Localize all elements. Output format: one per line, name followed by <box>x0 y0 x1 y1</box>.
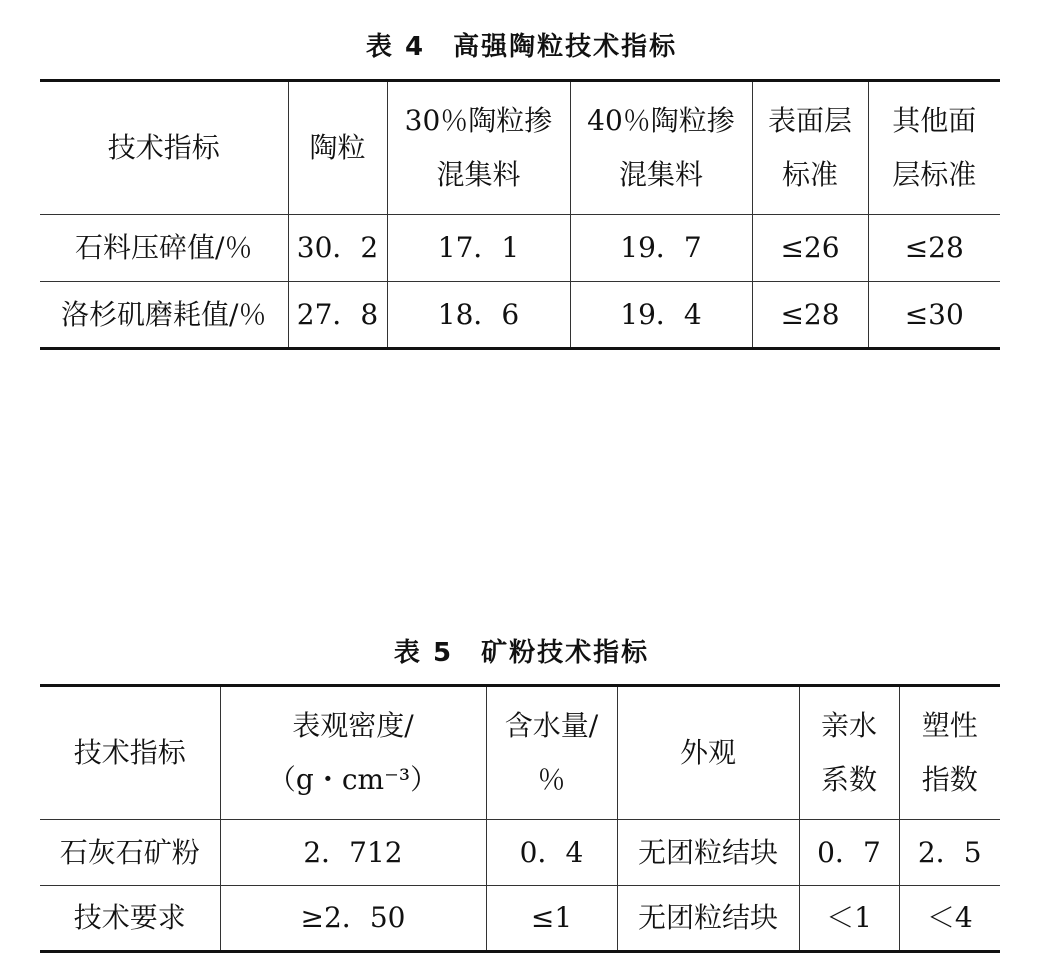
table4-header-cell: 30％陶粒掺 混集料 <box>387 81 570 215</box>
table4-cell: 18．6 <box>387 282 570 349</box>
table5-cell: ≤1 <box>486 886 617 952</box>
table5-header-cell: 塑性 指数 <box>899 686 1000 820</box>
table4-cell: 19．7 <box>570 215 752 282</box>
table5-header-cell: 技术指标 <box>40 686 220 820</box>
table5-cell: 技术要求 <box>40 886 220 952</box>
table5-header-cell: 外观 <box>617 686 799 820</box>
table4-cell: ≤30 <box>868 282 1000 349</box>
table5-header-cell: 表观密度/ （g・cm⁻³） <box>220 686 486 820</box>
table-row <box>40 282 1000 349</box>
table5 <box>40 684 1000 953</box>
table4-cell: 石料压碎值/％ <box>40 215 288 282</box>
table5-header-row <box>40 686 1000 820</box>
table5-cell: 2．712 <box>220 820 486 886</box>
table5-header-cell: 含水量/ ％ <box>486 686 617 820</box>
table4-cell: 洛杉矶磨耗值/％ <box>40 282 288 349</box>
table4-cell: 19．4 <box>570 282 752 349</box>
table5-cell: 0．4 <box>486 820 617 886</box>
table4-header-cell: 表面层 标准 <box>752 81 868 215</box>
table5-caption: 表 5 矿粉技术指标 <box>393 638 650 668</box>
table-row <box>40 886 1000 952</box>
table4-header-cell: 技术指标 <box>40 81 288 215</box>
table4-cell: ≤26 <box>752 215 868 282</box>
table5-cell: ＜4 <box>899 886 1000 952</box>
table5-cell: 0．7 <box>799 820 899 886</box>
table-row <box>40 215 1000 282</box>
table5-cell: 无团粒结块 <box>617 886 799 952</box>
table5-cell: ＜1 <box>799 886 899 952</box>
table4 <box>40 79 1000 350</box>
table4-cell: 17．1 <box>387 215 570 282</box>
table-row <box>40 820 1000 886</box>
table4-cell: 30．2 <box>288 215 387 282</box>
table5-header-cell: 亲水 系数 <box>799 686 899 820</box>
table5-cell: ≥2．50 <box>220 886 486 952</box>
table5-cell: 无团粒结块 <box>617 820 799 886</box>
table4-header-row <box>40 81 1000 215</box>
table5-cell: 2．5 <box>899 820 1000 886</box>
table4-cell: ≤28 <box>752 282 868 349</box>
table4-cell: ≤28 <box>868 215 1000 282</box>
table4-caption: 表 4 高强陶粒技术指标 <box>365 32 678 62</box>
table4-header-cell: 40％陶粒掺 混集料 <box>570 81 752 215</box>
table4-header-cell: 其他面 层标准 <box>868 81 1000 215</box>
table4-cell: 27．8 <box>288 282 387 349</box>
table4-header-cell: 陶粒 <box>288 81 387 215</box>
table5-cell: 石灰石矿粉 <box>40 820 220 886</box>
